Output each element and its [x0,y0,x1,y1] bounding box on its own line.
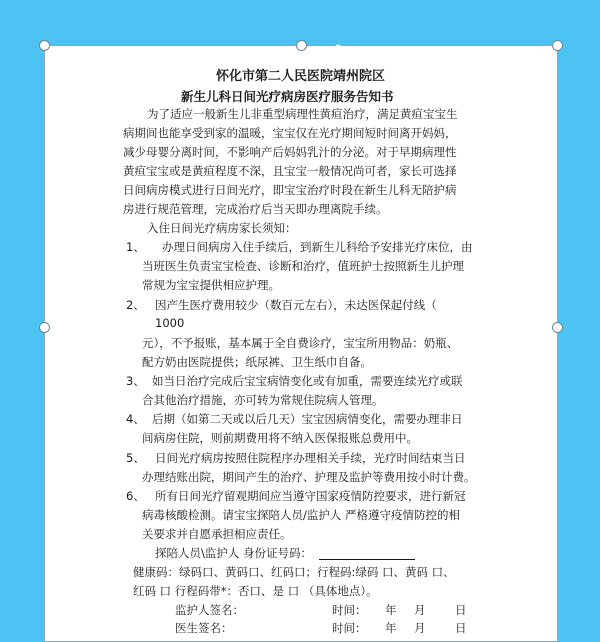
month-label: 月 [414,603,426,617]
item-number: 5、 [126,451,145,465]
item-text: 元），不予报账，基本属于全自费诊疗，宝宝所用物品：奶瓶、 [142,336,459,350]
intro-line: 日间病房模式进行日间光疗，即宝宝治疗时段在新生儿科无陪护病 [123,183,457,197]
health-code-line: 红码 口 行程码带*：否口、是 口 （具体地点）。 [133,584,378,598]
item-text: 日间光疗病房按照住院程序办理相关手续，光疗时间结束当日 [155,451,466,465]
day-label: 日 [455,621,467,635]
item-text: 合其他治疗措施，亦可转为常规住院病人管理。 [142,393,384,407]
document-page[interactable] [44,41,558,642]
intro-line: 为了适应一般新生儿非重型病理性黄疸治疗，满足黄疸宝宝生 [147,107,458,121]
item-text: 办理日间病房入住手续后，到新生儿科给予安排光疗床位，由 [162,240,473,254]
item-text: 所有日间光疗留观期间应当遵守国家疫情防控要求，进行新冠 [155,489,466,503]
item-text: 如当日治疗完成后宝宝病情变化或有加重，需要连续光疗或联 [152,374,463,388]
resize-handle-top-right[interactable] [552,40,563,51]
id-number-blank[interactable] [319,559,415,560]
month-label: 月 [414,621,426,635]
intro-line: 减少母婴分离时间，不影响产后妈妈乳汁的分泌。对于早期病理性 [123,145,457,159]
item-text: 办理结账出院，期间产生的治疗、护理及监护等费用按小时计费。 [142,470,476,484]
time-label: 时间： [332,603,367,617]
item-text: 间病房住院，则前期费用将不纳入医保报账总费用中。 [142,431,418,445]
health-code-line: 健康码：绿码口、黄码口、红码口；行程码:绿码 口、黄码 口、 [133,565,455,579]
resize-handle-top-left[interactable] [39,40,50,51]
year-label: 年 [385,621,397,635]
id-number-label: 探陪人员\监护人 身份证号码： [155,546,313,560]
doctor-signature-label: 医生签名： [175,621,233,635]
item-text: 病毒核酸检测。请宝宝探陪人员/监护人 严格遵守疫情防控的相 [142,508,461,522]
resize-handle-left-middle[interactable] [39,322,50,333]
item-text: 因产生医疗费用较少（数百元左右），未达医保起付线（ [155,298,437,312]
rotate-handle-icon[interactable]: ↻ [334,41,348,59]
item-text: 1000 [155,316,185,330]
time-label: 时间： [332,621,367,635]
item-text: 配方奶由医院提供；纸尿裤、卫生纸巾自备。 [142,355,372,369]
item-number: 4、 [126,412,145,426]
resize-handle-right-middle[interactable] [552,322,563,333]
resize-handle-top-middle[interactable] [296,40,307,51]
year-label: 年 [385,603,397,617]
item-text: 关要求并自愿承担相应责任。 [142,527,292,541]
day-label: 日 [455,603,467,617]
item-text: 当班医生负责宝宝检查、诊断和治疗，值班护士按照新生儿护理 [142,259,464,273]
item-number: 1、 [126,240,145,254]
item-number: 6、 [126,489,145,503]
item-text: 后期（如第二天或以后几天）宝宝因病情变化，需要办理非日 [152,412,463,426]
intro-line: 黄疸宝宝或是黄疸程度不深，且宝宝一般情况尚可者，家长可选择 [123,164,457,178]
item-number: 3、 [126,374,145,388]
document-title: 怀化市第二人民医院靖州院区 [216,69,386,84]
document-subtitle: 新生儿科日间光疗病房医疗服务告知书 [181,89,394,104]
item-text: 常规为宝宝提供相应护理。 [142,278,280,292]
guardian-signature-label: 监护人签名： [175,603,244,617]
notice-heading: 入住日间光疗病房家长须知： [147,221,297,235]
intro-line: 病期间也能享受到家的温暖，宝宝仅在光疗期间短时间离开妈妈， [123,126,457,140]
intro-line: 房进行规范管理，完成治疗后当天即办理离院手续。 [123,202,388,216]
item-number: 2、 [126,298,145,312]
